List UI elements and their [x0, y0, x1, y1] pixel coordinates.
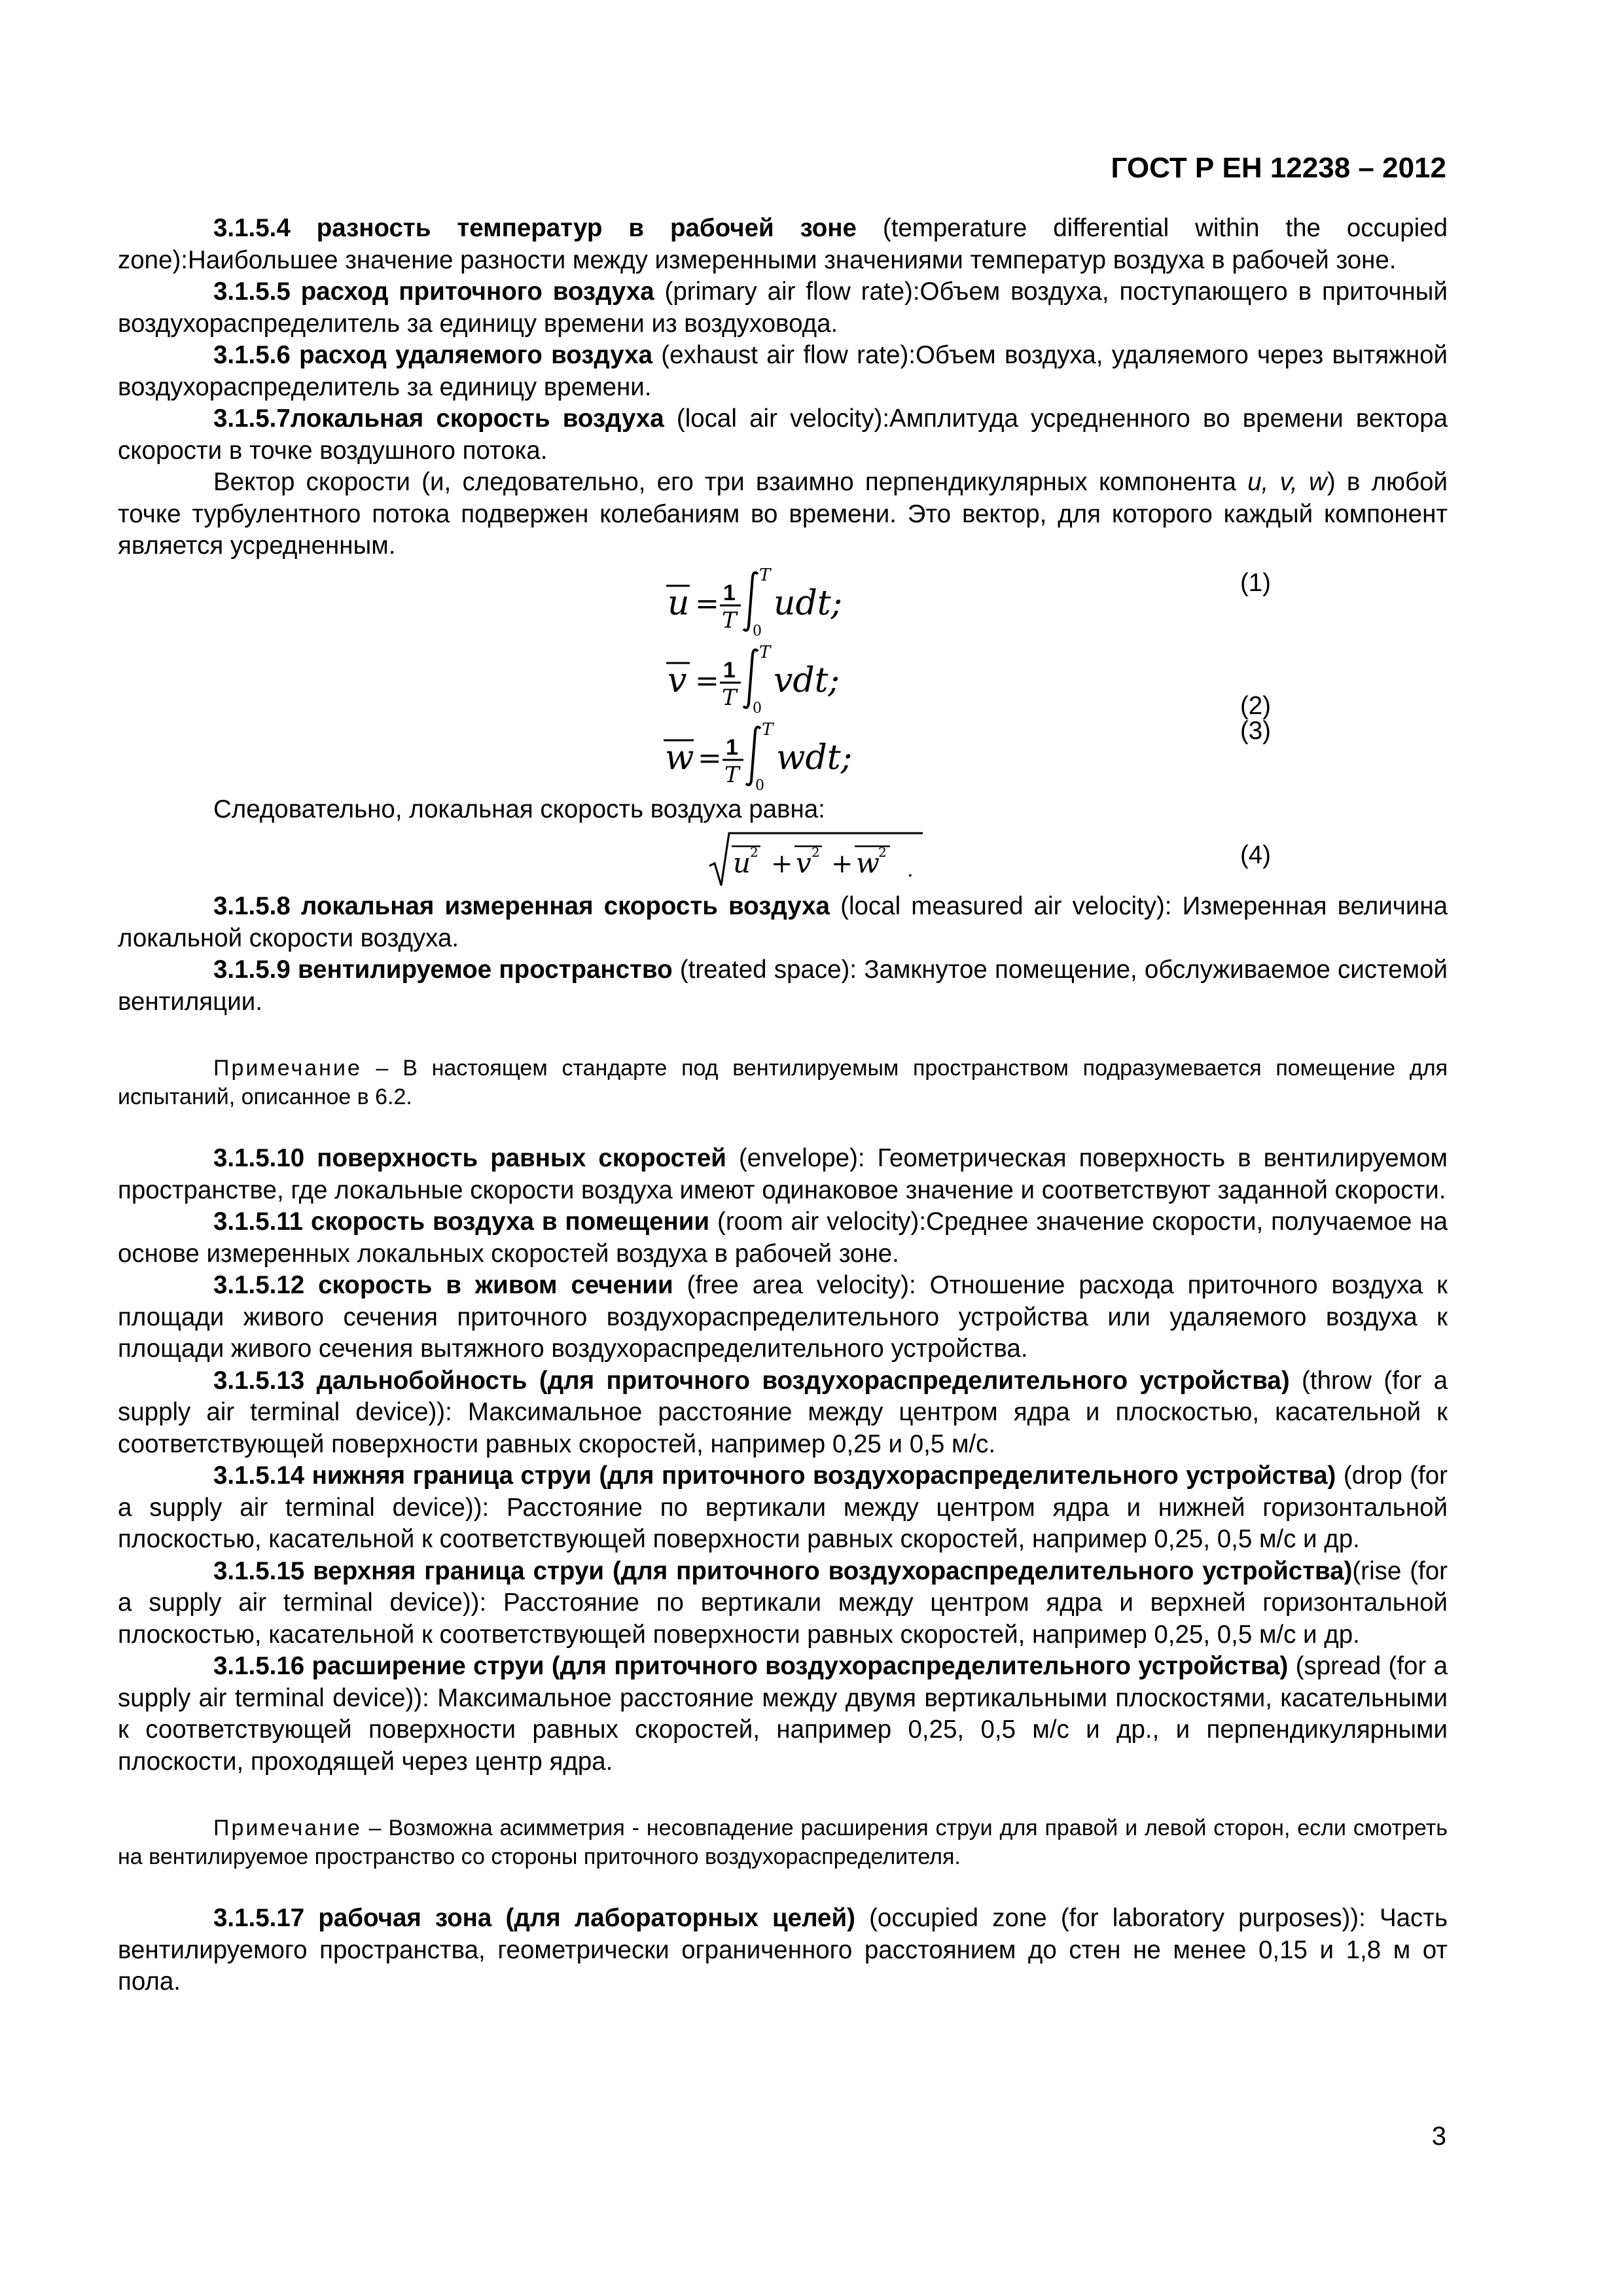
term-title: верхняя граница струи (для приточного воздухораспределительного устройства) [313, 1556, 1353, 1585]
svg-text:0: 0 [753, 622, 762, 639]
term-definition: (drop (for a supply air terminal device)): Расстояние по вертикали между центром ядра и нижней горизонтальной плоскостью, касательной к соответствующей поверхности равных скоростей, например 0,25, 0,5 м/с и др. [118, 1462, 1448, 1553]
term-definition: (local air velocity):Амплитуда усредненного во времени вектора скорости в точке воздушного потока. [118, 404, 1448, 465]
page-number: 3 [1431, 2122, 1446, 2151]
note-label: Примечание [213, 1816, 362, 1840]
vector-text-1: Вектор скорости (и, следовательно, его три взаимно перпендикулярных компонента [213, 468, 1248, 496]
term-definition: (spread (for a supply air terminal device)): Максимальное расстояние между двумя вертикальными плоскостями, касательными к соответствующей поверхности равных скоростей, например 0,25, 0,5 м/с и др., и перпендикулярными плоскости, проходящей через центр ядра. [118, 1652, 1448, 1776]
svg-text:w: w [665, 738, 694, 778]
svg-text:v: v [796, 847, 812, 879]
svg-text:1: 1 [723, 580, 736, 605]
term-3-1-5-9 [118, 954, 1448, 1018]
term-3-1-5-16 [118, 1651, 1448, 1778]
svg-text:w: w [856, 847, 880, 879]
formula-3-row [118, 717, 1448, 794]
svg-text:2: 2 [878, 844, 887, 860]
term-title: поверхность равных скоростей [317, 1144, 726, 1172]
svg-text:T: T [724, 761, 740, 788]
svg-text:v: v [668, 660, 687, 700]
term-number: 3.1.5.14 [213, 1462, 305, 1490]
term-3-1-5-17 [118, 1903, 1448, 1998]
svg-text:u: u [668, 583, 690, 623]
svg-text:T: T [762, 719, 774, 740]
svg-text:0: 0 [755, 777, 764, 794]
term-number: 3.1.5.10 [213, 1144, 305, 1172]
term-title: расширение струи (для приточного воздухораспределительного устройства) [312, 1652, 1289, 1680]
formula-4-row [118, 825, 1448, 891]
term-number: 3.1.5.12 [213, 1271, 305, 1299]
term-definition: (temperature differential within the occupied zone):Наибольшее значение разности между измеренными значениями температур воздуха в рабочей зоне. [118, 214, 1448, 274]
svg-text:T: T [759, 565, 771, 585]
term-number: 3.1.5.11 [213, 1208, 304, 1236]
formula-1-row [118, 562, 1448, 639]
formula-3 [661, 717, 923, 794]
term-number: 3.1.5.13 [213, 1366, 305, 1395]
vector-paragraph [118, 467, 1448, 562]
svg-text:=: = [698, 741, 722, 775]
term-number: 3.1.5.4 [213, 214, 291, 242]
vector-text-2: ) в любой точке турбулентного потока подвержен колебаниям во времени. Это вектор, для которого каждый компонент является усредненным. [118, 468, 1448, 560]
svg-text:u: u [733, 847, 751, 879]
term-number: 3.1.5.7 [213, 404, 291, 433]
term-3-1-5-4 [118, 213, 1448, 276]
page-content [118, 213, 1448, 1998]
svg-text:+: + [771, 849, 793, 879]
term-definition: (throw (for a supply air terminal device)): Максимальное расстояние между центром ядра и плоскостью, касательной к соответствующей поверхности равных скоростей, например 0,25 и 0,5 м/с. [118, 1366, 1448, 1458]
formula-1 [661, 562, 923, 639]
note-2 [118, 1814, 1448, 1871]
formula-number: (3) [1240, 716, 1271, 745]
term-3-1-5-15 [118, 1556, 1448, 1651]
consequently-text: Следовательно, локальная скорость воздуха равна: [213, 795, 825, 823]
term-definition: (envelope): Геометрическая поверхность в вентилируемом пространстве, где локальные скорости воздуха имеют одинаковое значение и соответствуют заданной скорости. [118, 1144, 1448, 1204]
term-3-1-5-7 [118, 403, 1448, 467]
term-3-1-5-6 [118, 340, 1448, 403]
svg-text:2: 2 [812, 844, 820, 860]
term-number: 3.1.5.6 [213, 341, 291, 369]
svg-text:wdt;: wdt; [776, 738, 853, 778]
formula-number: (1) [1240, 568, 1271, 597]
term-title: скорость в живом сечении [318, 1271, 673, 1299]
term-3-1-5-13 [118, 1365, 1448, 1461]
term-definition: (local measured air velocity): Измеренная величина локальной скорости воздуха. [118, 892, 1448, 952]
note-text: – Возможна асимметрия - несовпадение расширения струи для правой и левой сторон, если смотреть на вентилируемое пространство со стороны приточного воздухораспределителя. [118, 1816, 1448, 1869]
formula-2 [661, 639, 923, 717]
term-title: скорость воздуха в помещении [310, 1208, 710, 1236]
formula-4 [707, 825, 942, 891]
svg-text:T: T [722, 684, 737, 711]
svg-text:1: 1 [723, 657, 736, 683]
svg-text:T: T [722, 607, 737, 634]
term-title: вентилируемое пространство [298, 956, 673, 984]
formula-2-row [118, 639, 1448, 720]
term-3-1-5-8 [118, 891, 1448, 954]
svg-text:=: = [695, 664, 719, 698]
term-definition: (exhaust air flow rate):Объем воздуха, удаляемого через вытяжной воздухораспределитель за единицу времени. [118, 341, 1448, 401]
term-number: 3.1.5.9 [213, 956, 291, 984]
svg-text:+: + [831, 849, 853, 879]
svg-text:vdt;: vdt; [774, 660, 840, 700]
term-definition: (primary air flow rate):Объем воздуха, поступающего в приточный воздухораспределитель за единицу времени из воздуховода. [118, 278, 1448, 338]
svg-text:1: 1 [726, 734, 738, 760]
term-number: 3.1.5.15 [213, 1556, 305, 1585]
term-title: нижняя граница струи (для приточного воздухораспределительного устройства) [312, 1462, 1336, 1490]
term-title: разность температур в рабочей зоне [316, 214, 857, 242]
term-number: 3.1.5.8 [213, 892, 291, 920]
term-number: 3.1.5.17 [213, 1904, 305, 1932]
svg-text:0: 0 [753, 700, 762, 717]
svg-text:.: . [907, 859, 914, 882]
term-number: 3.1.5.5 [213, 278, 291, 306]
svg-text:2: 2 [750, 844, 758, 860]
svg-text:udt;: udt; [774, 583, 843, 623]
term-title: дальнобойность (для приточного воздухораспределительного устройства) [316, 1366, 1290, 1395]
term-definition: (occupied zone (for laboratory purposes)): Часть вентилируемого пространства, геометрически ограниченного расстоянием до стен не менее 0,15 и 1,8 м от пола. [118, 1904, 1448, 1996]
note-label: Примечание [213, 1056, 362, 1081]
formula-number: (4) [1240, 841, 1271, 869]
term-definition: (room air velocity):Среднее значение скорости, получаемое на основе измеренных локальных скоростей воздуха в рабочей зоне. [118, 1208, 1448, 1268]
term-3-1-5-14 [118, 1460, 1448, 1556]
term-title: рабочая зона (для лабораторных целей) [318, 1904, 855, 1932]
term-title: локальная скорость воздуха [290, 404, 664, 433]
term-3-1-5-5 [118, 276, 1448, 340]
term-3-1-5-11 [118, 1206, 1448, 1270]
term-definition: (rise (for a supply air terminal device)): Расстояние по вертикали между центром ядра и верхней горизонтальной плоскостью, касательной к соответствующей поверхности равных скоростей, например 0,25, 0,5 м/с и др. [118, 1556, 1448, 1649]
term-title: расход удаляемого воздуха [299, 341, 652, 369]
term-3-1-5-10 [118, 1143, 1448, 1206]
term-title: локальная измеренная скорость воздуха [300, 892, 830, 920]
term-3-1-5-12 [118, 1270, 1448, 1365]
svg-text:=: = [695, 586, 719, 620]
term-definition: (free area velocity): Отношение расхода приточного воздуха к площади живого сечения приточного воздухораспределительного устройства или удаляемого воздуха к площади живого сечения вытяжного воздухораспределительного устройства. [118, 1271, 1448, 1363]
svg-text:T: T [759, 642, 771, 662]
vector-components: u, v, w [1247, 468, 1327, 496]
document-code-header: ГОСТ Р ЕН 12238 – 2012 [1111, 152, 1446, 184]
note-text: – В настоящем стандарте под вентилируемым пространством подразумевается помещение для испытаний, описанное в 6.2. [118, 1056, 1448, 1109]
term-definition: (treated space): Замкнутое помещение, обслуживаемое системой вентиляции. [118, 956, 1448, 1016]
term-title: расход приточного воздуха [300, 278, 654, 306]
note-1 [118, 1054, 1448, 1111]
formula-number: (2) [1240, 691, 1271, 720]
term-number: 3.1.5.16 [213, 1652, 305, 1680]
